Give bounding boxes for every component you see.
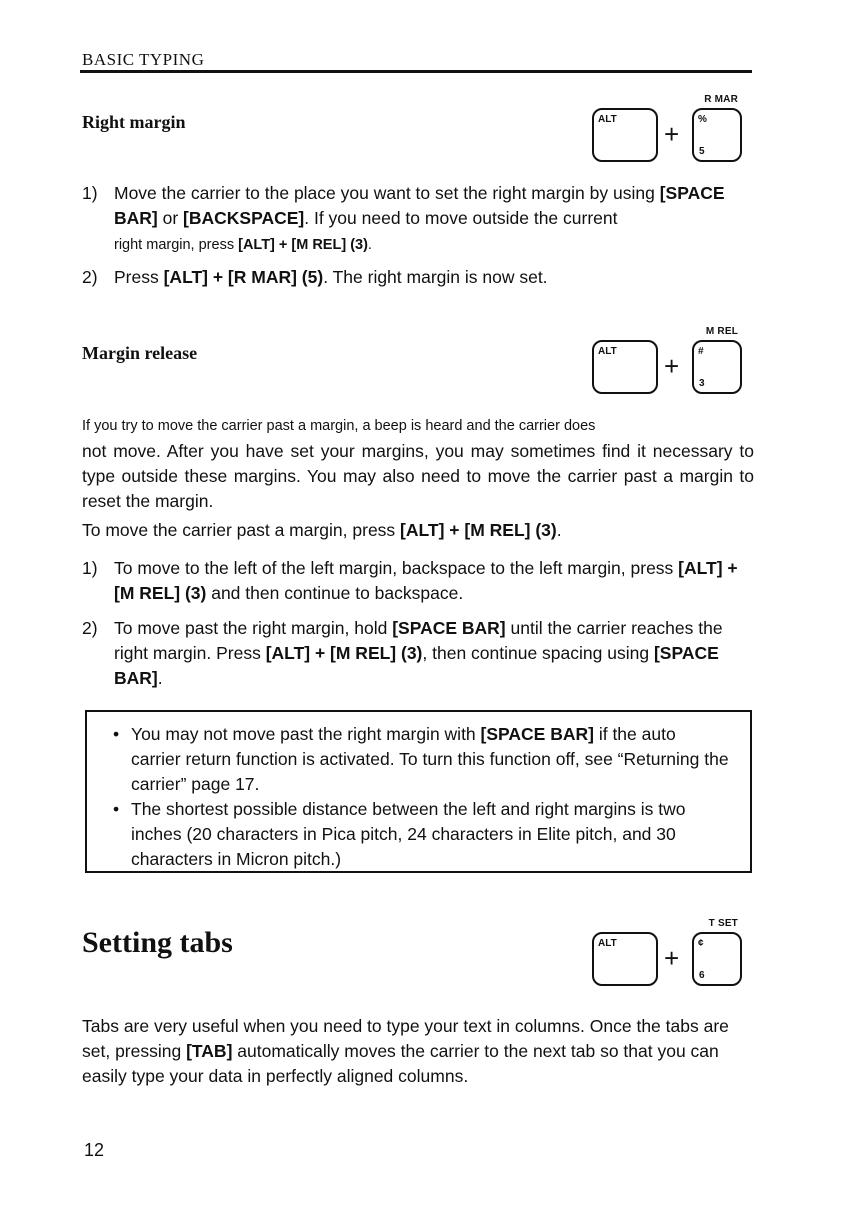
key-label: M REL <box>705 326 738 337</box>
right-margin-step-1: 1) Move the carrier to the place you want to set the right margin by using [SPACE BAR] or [BACKSPACE]. If you need to move outside the current right margin, press [ALT] + [M REL] (3). <box>82 183 725 253</box>
alt-key: ALT <box>592 932 658 986</box>
margin-release-heading: Margin release <box>82 343 198 363</box>
margin-release-instruction: To move the carrier past a margin, press [ALT] + [M REL] (3). <box>82 520 562 540</box>
margin-release-step-2: 2) To move past the right margin, hold [SPACE BAR] until the carrier reaches the right margin. Press [ALT] + [M REL] (3), then continue spacing using [SPACE BAR]. <box>82 618 723 688</box>
key-label: T SET <box>708 918 738 929</box>
header-rule <box>80 70 752 73</box>
alt-key: ALT <box>592 340 658 394</box>
note-box <box>85 710 752 873</box>
r-mar-key: % 5 <box>692 108 742 162</box>
right-margin-key-combo <box>592 94 752 174</box>
page-number: 12 <box>84 1140 105 1160</box>
setting-tabs-paragraph: Tabs are very useful when you need to type your text in columns. Once the tabs are set, pressing [TAB] automatically moves the carrier to the next tab so that you can easily type your data in perfectly aligned columns. <box>82 1016 729 1086</box>
m-rel-key: # 3 <box>692 340 742 394</box>
right-margin-step-2: 2) Press [ALT] + [R MAR] (5). The right margin is now set. <box>82 267 548 287</box>
page-header: BASIC TYPING <box>82 50 205 69</box>
right-margin-heading: Right margin <box>82 112 186 132</box>
plus-sign: + <box>664 351 680 381</box>
margin-release-key-combo <box>592 326 752 406</box>
plus-sign: + <box>664 119 680 149</box>
note-item: • You may not move past the right margin with [SPACE BAR] if the auto carrier return function is activated. To turn this function off, see “Returning the carrier” page 17. <box>113 724 729 794</box>
margin-release-step-1: 1) To move to the left of the left margin, backspace to the left margin, press [ALT] + [M REL] (3) and then continue to backspace. <box>82 558 738 603</box>
setting-tabs-heading: Setting tabs <box>82 926 233 959</box>
key-label: R MAR <box>704 94 738 105</box>
plus-sign: + <box>664 943 680 973</box>
alt-key: ALT <box>592 108 658 162</box>
note-item: • The shortest possible distance between the left and right margins is two inches (20 characters in Pica pitch, 24 characters in Elite pitch, and 30 characters in Micron pitch.) <box>113 799 686 869</box>
t-set-key: ¢ 6 <box>692 932 742 986</box>
setting-tabs-key-combo <box>592 918 752 998</box>
margin-release-paragraph: If you try to move the carrier past a margin, a beep is heard and the carrier does not move. After you have set your margins, you may sometimes find it necessary to type outside these margins. You may also need to move the carrier past a margin to reset the margin. <box>82 418 754 511</box>
